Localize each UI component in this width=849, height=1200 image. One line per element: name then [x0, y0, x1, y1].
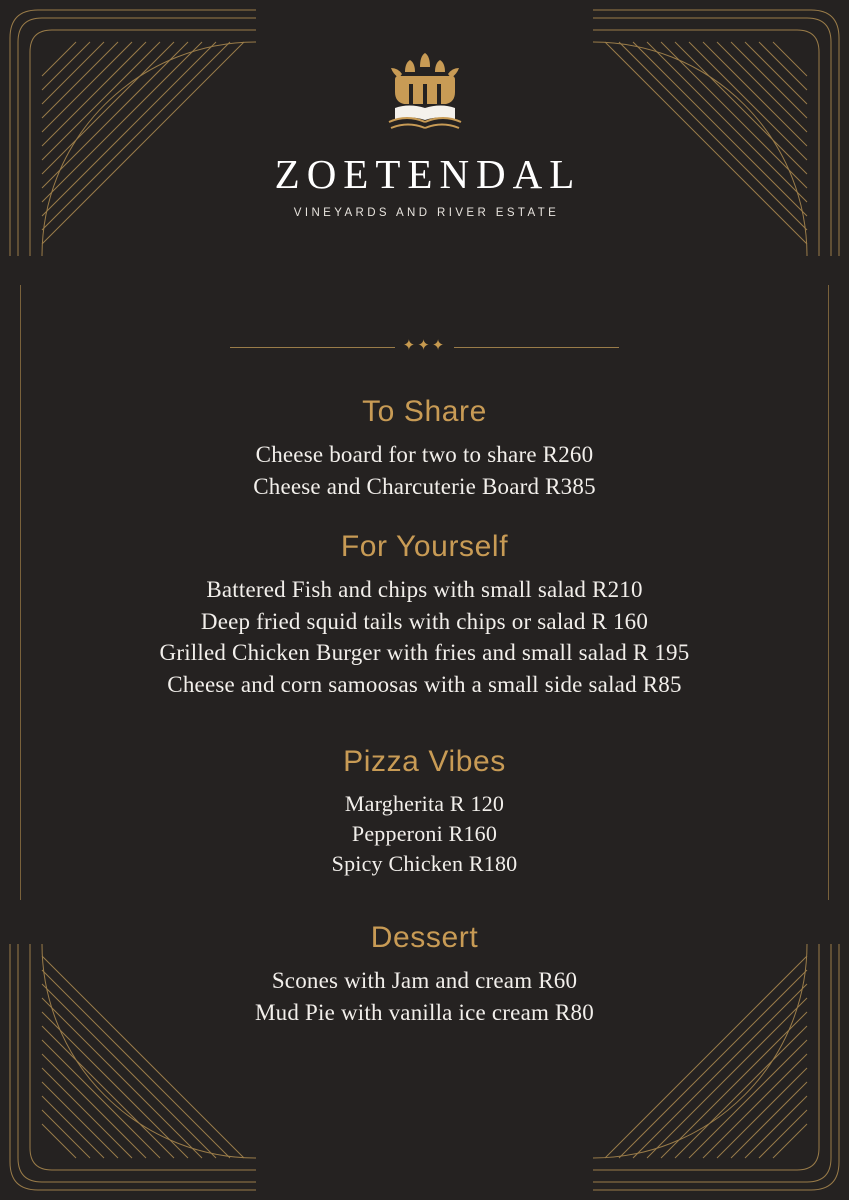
brand-header: [0, 52, 849, 219]
menu-section-to-share: [60, 395, 789, 502]
menu-item: Battered Fish and chips with small salad R210: [206, 577, 643, 602]
menu-item: Cheese and Charcuterie Board R385: [253, 473, 596, 499]
brand-name: ZOETENDAL: [274, 151, 582, 197]
section-title: For Yourself: [340, 530, 509, 563]
divider-line-right: [454, 347, 619, 348]
side-rule-left: [20, 285, 21, 900]
section-title: To Share: [362, 395, 487, 428]
ornamental-divider: [0, 340, 849, 355]
menu-item: Cheese and corn samoosas with a small side salad R85: [167, 671, 682, 697]
menu-item: Cheese board for two to share R260: [255, 442, 594, 467]
menu-content: [60, 395, 789, 1028]
menu-item: Grilled Chicken Burger with fries and small salad R 195: [159, 640, 690, 665]
divider-diamonds: ✦✦✦: [402, 338, 447, 354]
menu-section-pizza-vibes: [60, 745, 789, 879]
menu-section-for-yourself: [60, 530, 789, 700]
side-rule-right: [828, 285, 829, 900]
menu-item: Pepperoni R160: [351, 821, 498, 847]
menu-section-dessert: [60, 921, 789, 1028]
menu-item: Scones with Jam and cream R60: [271, 968, 578, 994]
section-title: Dessert: [370, 921, 479, 955]
menu-item: Deep fried squid tails with chips or salad R 160: [200, 608, 649, 634]
section-title: Pizza Vibes: [343, 745, 506, 778]
crown-and-book-crest-icon: [365, 52, 485, 138]
menu-item: Margherita R 120: [344, 791, 505, 816]
divider-line-left: [230, 347, 395, 348]
menu-item: Mud Pie with vanilla ice cream R80: [255, 999, 594, 1025]
brand-tagline: VINEYARDS AND RIVER ESTATE: [293, 207, 560, 219]
menu-item: Spicy Chicken R180: [331, 851, 518, 877]
